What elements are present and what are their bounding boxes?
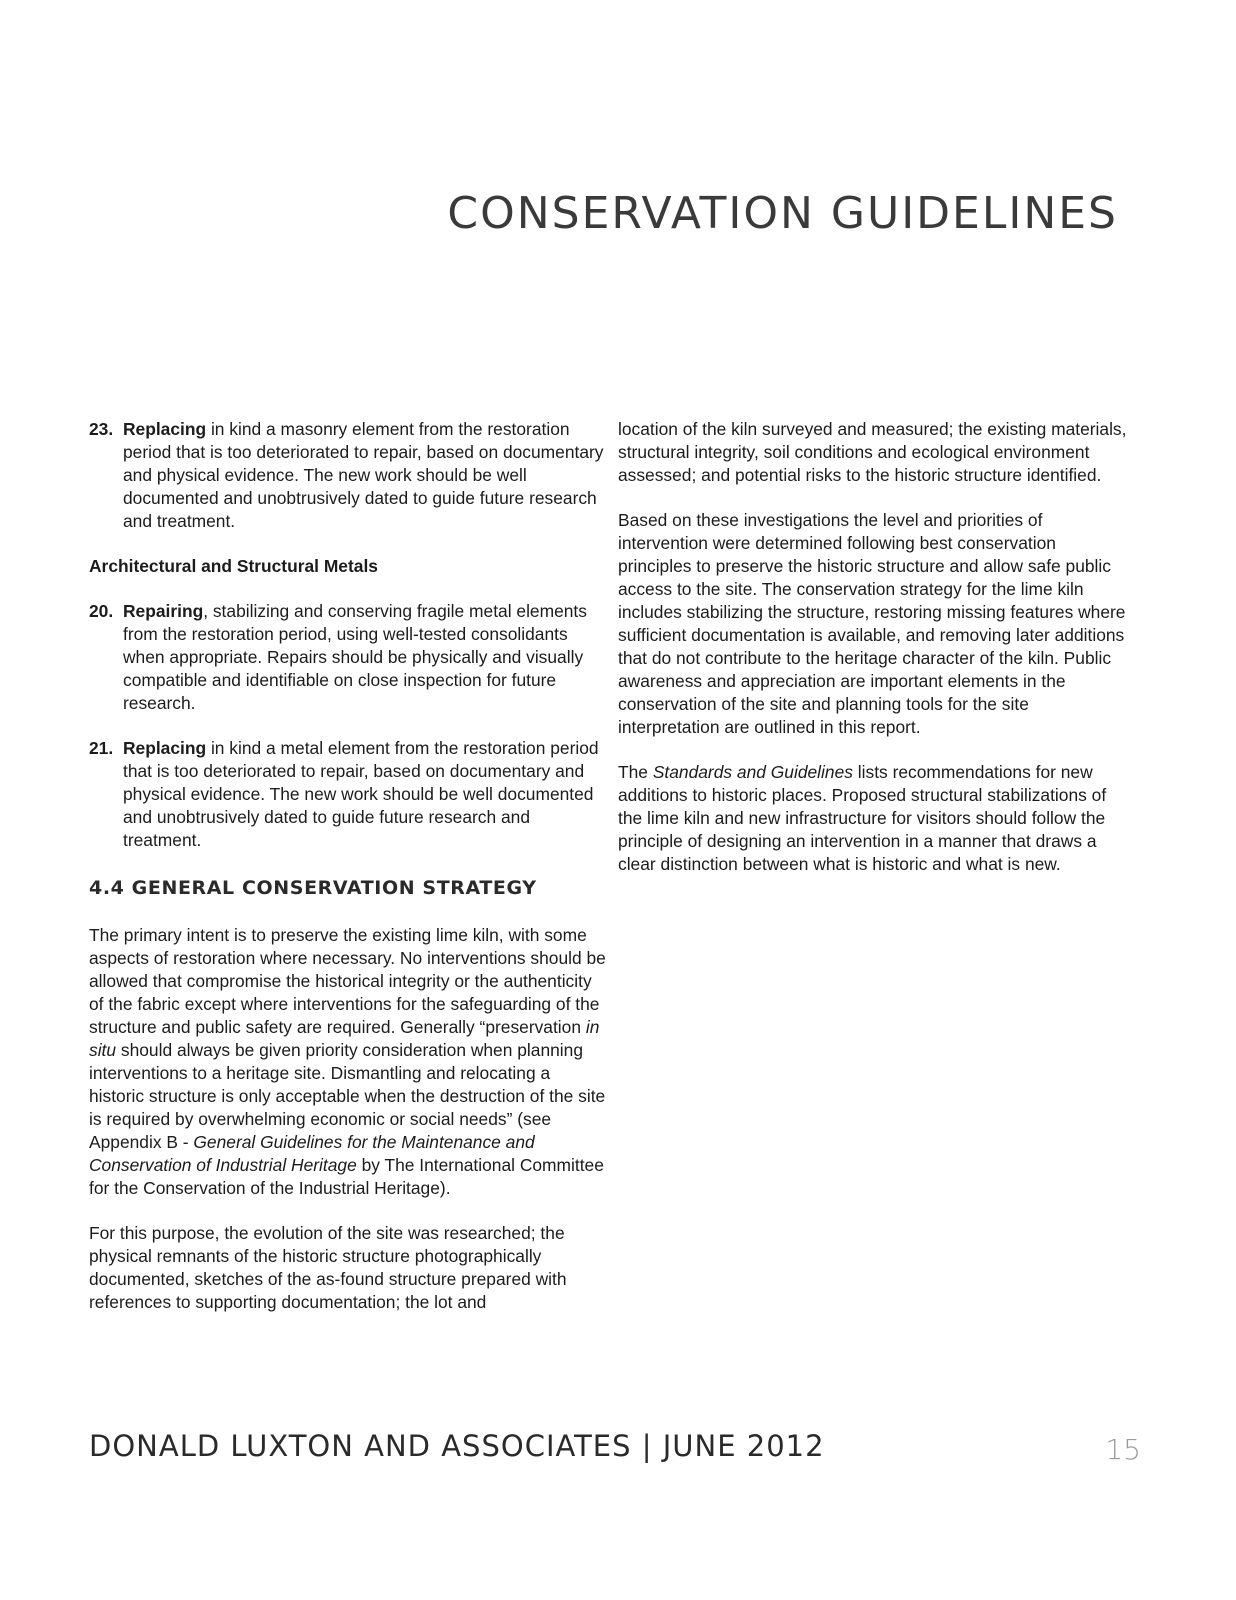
text-run: The primary intent is to preserve the existing lime kiln, with some aspects of restoration where necessary. No interventions should be allowed that compromise the historical integrity or the authenticity of the fabric except where interventions for the safeguarding of the structure and public safety are required. Generally “preservation — [89, 925, 606, 1037]
text-run: by The International Committee for the Conservation of the Industrial Heritage). — [89, 1155, 604, 1198]
item-number: 20. — [89, 601, 114, 621]
text-run: The — [618, 762, 653, 782]
section-heading: 4.4 GENERAL CONSERVATION STRATEGY — [89, 877, 537, 899]
italic-text: Standards and Guidelines — [652, 762, 853, 782]
left-column — [89, 418, 609, 1336]
guideline-item-23 — [89, 418, 609, 533]
item-lead-word: Repairing — [123, 601, 204, 621]
item-text: in kind a metal element from the restoration period that is too deteriorated to repair, based on documentary and physical evidence. The new work should be well documented and unobtrusively dated to guide future research and treatment. — [123, 738, 599, 850]
subheading-metals: Architectural and Structural Metals — [89, 556, 378, 576]
guideline-item-21 — [89, 737, 609, 852]
footer-credit: DONALD LUXTON AND ASSOCIATES | JUNE 2012 — [89, 1429, 825, 1463]
item-number: 21. — [89, 738, 114, 758]
standards-paragraph — [618, 761, 1128, 876]
text-run: lists recommendations for new additions to historic places. Proposed structural stabilizations of the lime kiln and new infrastructure for visitors should follow the principle of designing an intervention in a manner that draws a clear distinction between what is historic and what is new. — [618, 762, 1107, 874]
continued-paragraph: location of the kiln surveyed and measured; the existing materials, structural integrity, soil conditions and ecological environment assessed; and potential risks to the historic structure identified. — [618, 419, 1127, 485]
page-title: CONSERVATION GUIDELINES — [447, 188, 1118, 239]
guideline-item-20 — [89, 600, 609, 715]
strategy-paragraph-1 — [89, 924, 609, 1200]
item-lead-word: Replacing — [123, 738, 207, 758]
investigations-paragraph: Based on these investigations the level and priorities of intervention were determined following best conservation principles to preserve the historic structure and allow safe public access to the site. The conservation strategy for the lime kiln includes stabilizing the structure, restoring missing features where sufficient documentation is available, and removing later additions that do not contribute to the heritage character of the kiln. Public awareness and appreciation are important elements in the conservation of the site and planning tools for the site interpretation are outlined in this report. — [618, 510, 1126, 737]
item-number: 23. — [89, 419, 114, 439]
italic-text: in situ — [89, 1017, 600, 1060]
right-column — [618, 418, 1128, 898]
item-text: in kind a masonry element from the restoration period that is too deteriorated to repair, based on documentary and physical evidence. The new work should be well documented and unobtrusively dated to guide future research and treatment. — [123, 419, 604, 531]
italic-text: General Guidelines for the Maintenance and Conservation of Industrial Heritage — [89, 1132, 535, 1175]
page-number: 15 — [1105, 1433, 1141, 1466]
text-run: should always be given priority consideration when planning interventions to a heritage site. Dismantling and relocating a historic structure is only acceptable when the destruction of the site is required by overwhelming economic or social needs” (see Appendix B - — [89, 1040, 606, 1152]
strategy-paragraph-2: For this purpose, the evolution of the site was researched; the physical remnants of the historic structure photographically documented, sketches of the as-found structure prepared with references to supporting documentation; the lot and — [89, 1223, 567, 1312]
item-text: , stabilizing and conserving fragile metal elements from the restoration period, using well-tested consolidants when appropriate. Repairs should be physically and visually compatible and identifiable on close inspection for future research. — [123, 601, 587, 713]
item-lead-word: Replacing — [123, 419, 207, 439]
